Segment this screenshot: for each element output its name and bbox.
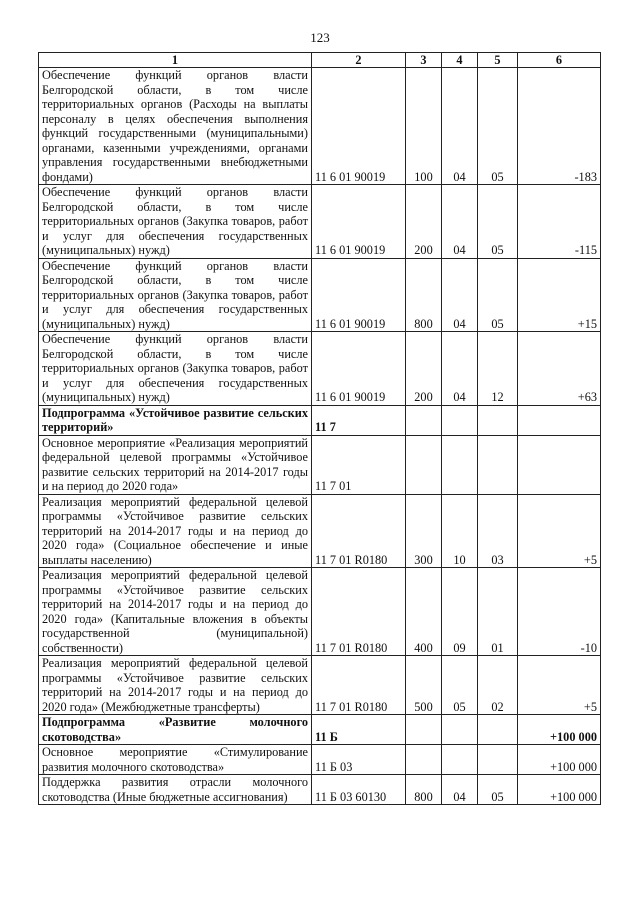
row-vr: 800 — [406, 258, 442, 332]
column-header-1: 1 — [39, 53, 312, 68]
row-vr: 500 — [406, 656, 442, 715]
row-code: 11 Б 03 60130 — [312, 775, 406, 805]
row-name: Обеспечение функций органов власти Белгородской области, в том числе территориальных органов (Закупка товаров, работ и услуг для обеспечения государственных (муниципальных) нужд) — [39, 332, 312, 406]
row-pr: 05 — [478, 68, 518, 185]
row-amount: +63 — [518, 332, 601, 406]
row-code: 11 7 — [312, 405, 406, 435]
table-row — [39, 715, 601, 745]
column-header-2: 2 — [312, 53, 406, 68]
row-vr: 200 — [406, 185, 442, 259]
row-amount: +5 — [518, 494, 601, 568]
row-code: 11 7 01 R0180 — [312, 568, 406, 656]
row-rz — [442, 745, 478, 775]
column-header-4: 4 — [442, 53, 478, 68]
row-amount: +5 — [518, 656, 601, 715]
column-header-5: 5 — [478, 53, 518, 68]
table-row — [39, 494, 601, 568]
row-name: Основное мероприятие «Стимулирование развития молочного скотоводства» — [39, 745, 312, 775]
table-row — [39, 568, 601, 656]
table-row — [39, 435, 601, 494]
row-name: Реализация мероприятий федеральной целевой программы «Устойчивое развитие сельских территорий на 2014-2017 годы и на период до 2020 года» (Межбюджетные трансферты) — [39, 656, 312, 715]
row-pr: 01 — [478, 568, 518, 656]
row-rz: 05 — [442, 656, 478, 715]
row-name: Реализация мероприятий федеральной целевой программы «Устойчивое развитие сельских территорий на 2014-2017 годы и на период до 2020 года» (Социальное обеспечение и иные выплаты населению) — [39, 494, 312, 568]
row-amount: +15 — [518, 258, 601, 332]
row-name: Обеспечение функций органов власти Белгородской области, в том числе территориальных органов (Закупка товаров, работ и услуг для обеспечения государственных (муниципальных) нужд) — [39, 258, 312, 332]
row-rz — [442, 405, 478, 435]
row-code: 11 6 01 90019 — [312, 68, 406, 185]
row-vr: 400 — [406, 568, 442, 656]
table-row — [39, 745, 601, 775]
row-code: 11 7 01 R0180 — [312, 656, 406, 715]
row-code: 11 6 01 90019 — [312, 185, 406, 259]
row-pr: 05 — [478, 258, 518, 332]
row-pr: 12 — [478, 332, 518, 406]
row-amount: -10 — [518, 568, 601, 656]
row-name: Обеспечение функций органов власти Белгородской области, в том числе территориальных органов (Закупка товаров, работ и услуг для обеспечения государственных (муниципальных) нужд) — [39, 185, 312, 259]
row-rz: 04 — [442, 258, 478, 332]
table-row — [39, 258, 601, 332]
row-pr — [478, 405, 518, 435]
row-rz: 10 — [442, 494, 478, 568]
row-code: 11 6 01 90019 — [312, 258, 406, 332]
row-rz: 04 — [442, 332, 478, 406]
table-header-row — [39, 53, 601, 68]
row-vr: 100 — [406, 68, 442, 185]
row-name: Поддержка развития отрасли молочного скотоводства (Иные бюджетные ассигнования) — [39, 775, 312, 805]
row-code: 11 Б 03 — [312, 745, 406, 775]
row-amount: -183 — [518, 68, 601, 185]
row-pr — [478, 435, 518, 494]
row-amount: +100 000 — [518, 745, 601, 775]
row-vr — [406, 715, 442, 745]
row-vr — [406, 435, 442, 494]
column-header-6: 6 — [518, 53, 601, 68]
row-amount — [518, 435, 601, 494]
table-row — [39, 775, 601, 805]
row-vr — [406, 405, 442, 435]
row-pr: 02 — [478, 656, 518, 715]
row-vr: 200 — [406, 332, 442, 406]
row-rz: 09 — [442, 568, 478, 656]
row-name: Обеспечение функций органов власти Белгородской области, в том числе территориальных органов (Расходы на выплаты персоналу в целях обеспечения выполнения функций государственными (муниципальными) органами, казенными учреждениями, органами управления государственными внебюджетными фондами) — [39, 68, 312, 185]
column-header-3: 3 — [406, 53, 442, 68]
row-rz: 04 — [442, 68, 478, 185]
row-pr — [478, 745, 518, 775]
row-code: 11 Б — [312, 715, 406, 745]
table-row — [39, 185, 601, 259]
row-amount — [518, 405, 601, 435]
row-rz: 04 — [442, 185, 478, 259]
table-row — [39, 332, 601, 406]
row-amount: -115 — [518, 185, 601, 259]
row-vr: 800 — [406, 775, 442, 805]
row-rz — [442, 715, 478, 745]
row-name: Реализация мероприятий федеральной целевой программы «Устойчивое развитие сельских территорий на 2014-2017 годы и на период до 2020 года» (Капитальные вложения в объекты государственной (муниципальной) собственности) — [39, 568, 312, 656]
row-name: Основное мероприятие «Реализация мероприятий федеральной целевой программы «Устойчивое развитие сельских территорий на 2014-2017 годы и на период до 2020 года» — [39, 435, 312, 494]
row-code: 11 7 01 — [312, 435, 406, 494]
row-amount: +100 000 — [518, 715, 601, 745]
row-code: 11 7 01 R0180 — [312, 494, 406, 568]
row-rz: 04 — [442, 775, 478, 805]
row-pr: 05 — [478, 775, 518, 805]
row-vr: 300 — [406, 494, 442, 568]
row-name: Подпрограмма «Устойчивое развитие сельских территорий» — [39, 405, 312, 435]
row-pr: 03 — [478, 494, 518, 568]
budget-table — [38, 52, 601, 805]
row-vr — [406, 745, 442, 775]
row-name: Подпрограмма «Развитие молочного скотоводства» — [39, 715, 312, 745]
row-code: 11 6 01 90019 — [312, 332, 406, 406]
row-pr: 05 — [478, 185, 518, 259]
row-rz — [442, 435, 478, 494]
row-pr — [478, 715, 518, 745]
table-row — [39, 656, 601, 715]
table-row — [39, 68, 601, 185]
page-number: 123 — [310, 30, 330, 45]
table-row — [39, 405, 601, 435]
row-amount: +100 000 — [518, 775, 601, 805]
